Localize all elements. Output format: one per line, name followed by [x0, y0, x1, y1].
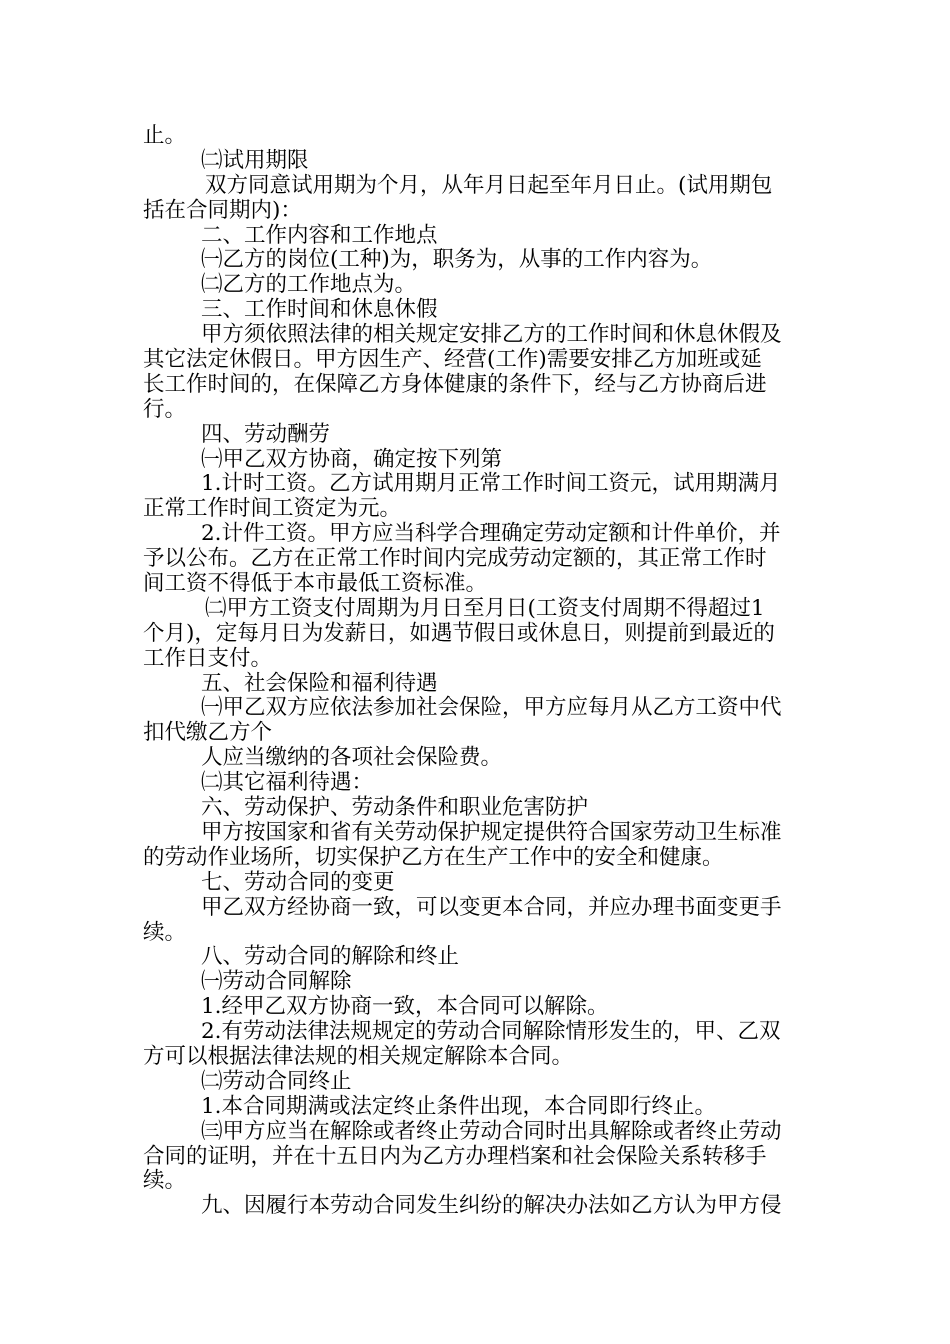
text-line: 长工作时间的，在保障乙方身体健康的条件下，经与乙方协商后进	[143, 371, 767, 397]
text-line: 合同的证明，并在十五日内为乙方办理档案和社会保险关系转移手	[143, 1143, 767, 1169]
text-line: 正常工作时间工资定为元。	[143, 496, 402, 522]
text-line: 工作日支付。	[143, 645, 273, 671]
text-line: 八、劳动合同的解除和终止	[201, 944, 460, 970]
text-line: 五、社会保险和福利待遇	[201, 670, 438, 696]
text-line: 甲乙双方经协商一致，可以变更本合同，并应办理书面变更手	[201, 894, 782, 920]
text-line: 予以公布。乙方在正常工作时间内完成劳动定额的，其正常工作时	[143, 546, 767, 572]
text-line: 2.有劳动法律法规规定的劳动合同解除情形发生的，甲、乙双	[201, 1019, 781, 1045]
text-line: 括在合同期内)：	[143, 197, 302, 223]
text-line: 甲方须依照法律的相关规定安排乙方的工作时间和休息休假及	[201, 322, 782, 348]
text-line: 止。	[143, 123, 187, 148]
text-line: ㈠乙方的岗位(工种)为，职务为，从事的工作内容为。	[201, 247, 713, 273]
text-line: 个月)，定每月日为发薪日，如遇节假日或休息日，则提前到最近的	[143, 620, 775, 646]
text-line: 双方同意试用期为个月，从年月日起至年月日止。(试用期包	[205, 172, 773, 198]
text-line: 人应当缴纳的各项社会保险费。	[201, 745, 503, 771]
text-line: ㈠甲乙双方协商，确定按下列第	[201, 446, 503, 472]
text-line: ㈡甲方工资支付周期为月日至月日(工资支付周期不得超过1	[205, 595, 765, 621]
text-line: 间工资不得低于本市最低工资标准。	[143, 571, 488, 597]
text-line: ㈠甲乙双方应依法参加社会保险，甲方应每月从乙方工资中代	[201, 695, 782, 721]
text-line: 1.计时工资。乙方试用期月正常工作时间工资元，试用期满月	[201, 471, 781, 497]
text-line: 二、工作内容和工作地点	[201, 222, 438, 248]
text-line: ㈢甲方应当在解除或者终止劳动合同时出具解除或者终止劳动	[201, 1118, 782, 1144]
text-line: 七、劳动合同的变更	[201, 869, 395, 895]
text-line: ㈡试用期限	[201, 147, 309, 173]
text-line: 六、劳动保护、劳动条件和职业危害防护	[201, 795, 589, 821]
text-line: 其它法定休假日。甲方因生产、经营(工作)需要安排乙方加班或延	[143, 347, 762, 373]
text-line: ㈡劳动合同终止	[201, 1068, 352, 1094]
text-line: ㈡其它福利待遇：	[201, 770, 374, 796]
text-line: 扣代缴乙方个	[143, 720, 273, 746]
document-body	[143, 124, 809, 1219]
text-line: 1.经甲乙双方协商一致，本合同可以解除。	[201, 994, 609, 1020]
text-line: ㈠劳动合同解除	[201, 969, 352, 995]
text-line: 1.本合同期满或法定终止条件出现，本合同即行终止。	[201, 1093, 717, 1119]
text-line: 续。	[143, 919, 187, 945]
text-line: 四、劳动酬劳	[201, 421, 331, 447]
text-line: 三、工作时间和休息休假	[201, 297, 438, 323]
text-line: 九、因履行本劳动合同发生纠纷的解决办法如乙方认为甲方侵	[201, 1193, 782, 1219]
text-line: 甲方按国家和省有关劳动保护规定提供符合国家劳动卫生标准	[201, 819, 782, 845]
text-line: 续。	[143, 1168, 187, 1194]
text-line: 方可以根据法律法规的相关规定解除本合同。	[143, 1043, 574, 1069]
text-line: 的劳动作业场所，切实保护乙方在生产工作中的安全和健康。	[143, 844, 724, 870]
text-line: 2.计件工资。甲方应当科学合理确定劳动定额和计件单价，并	[201, 521, 781, 547]
text-line: 行。	[143, 396, 187, 422]
text-line: ㈡乙方的工作地点为。	[201, 272, 417, 298]
